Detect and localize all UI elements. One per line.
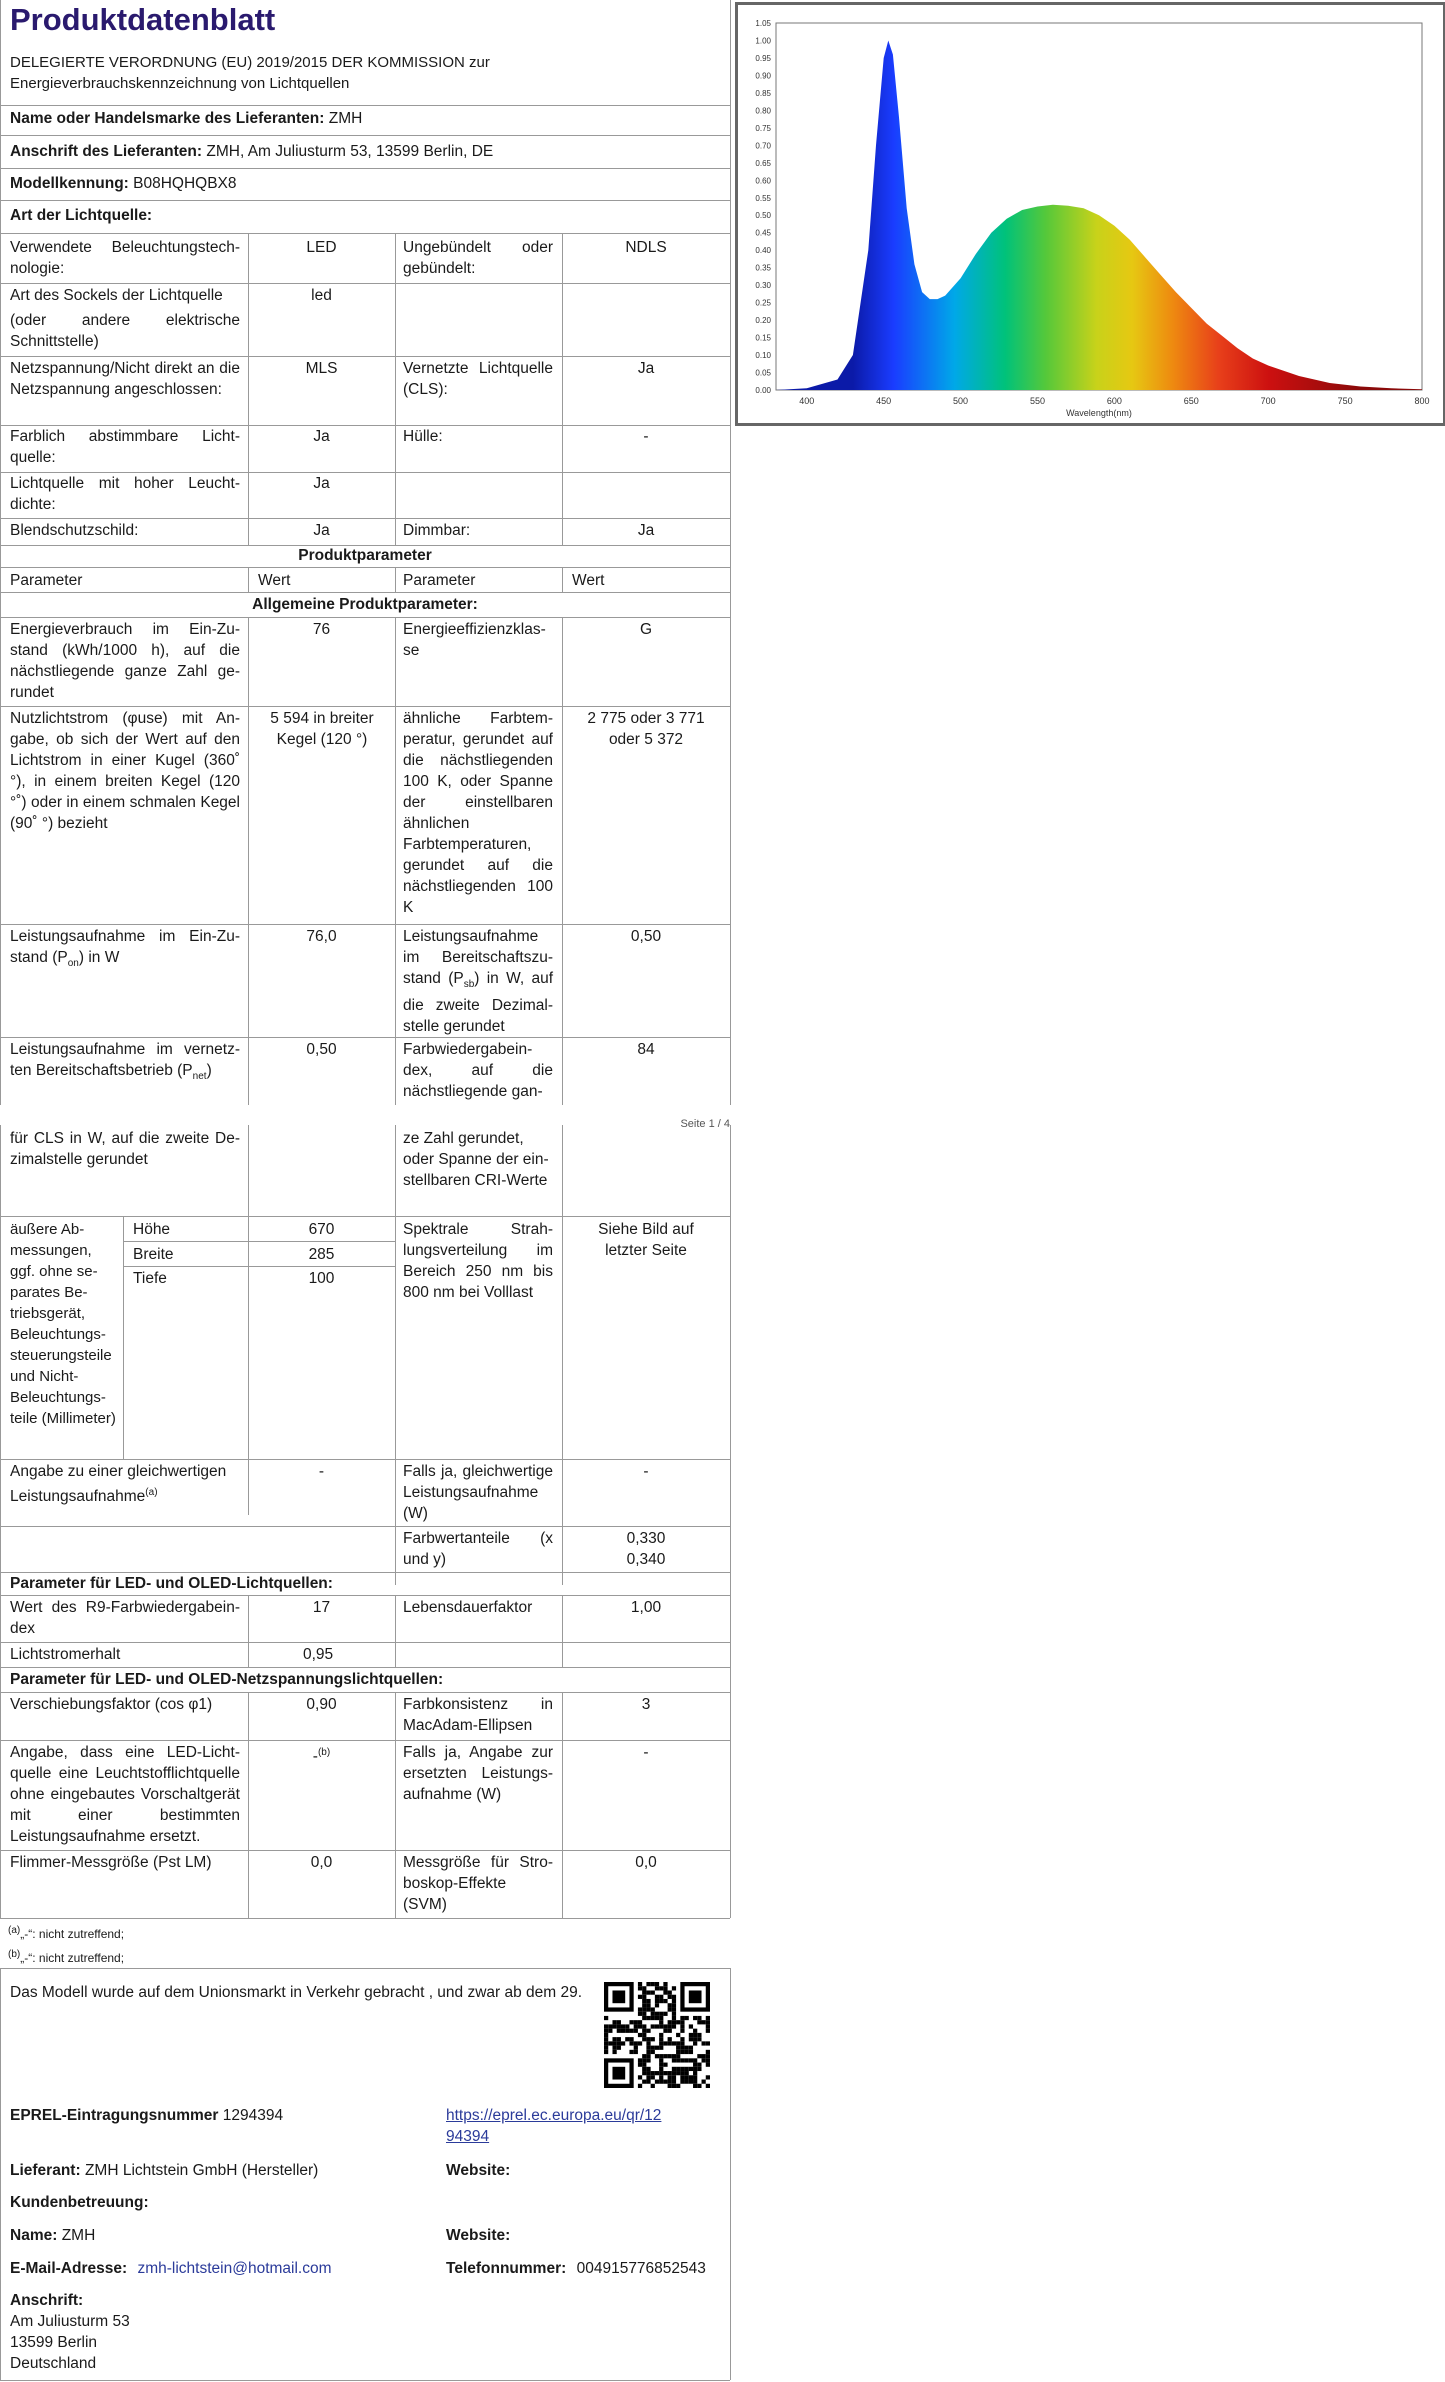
envelope-label: Hülle: — [403, 428, 443, 445]
y-tick-label: 0.40 — [755, 246, 771, 256]
replace2-value: - — [643, 1744, 649, 1761]
replace2-label: Falls ja, Angabe zur ersetzten Leistungsaufnahme (W) — [403, 1744, 553, 1803]
spd-value: Siehe Bild auf letzter Seite — [598, 1221, 694, 1259]
lieferant-value: ZMH Lichtstein GmbH (Hersteller) — [84, 2162, 319, 2179]
depth-value: 100 — [308, 1270, 335, 1287]
y-tick-label: 0.30 — [755, 281, 771, 291]
directional-label: Ungebündelt oder gebündelt: — [403, 239, 553, 277]
col-header-param-1: Parameter — [10, 572, 83, 589]
email-label: E-Mail-Adresse: — [10, 2260, 128, 2277]
flicker-label: Flimmer-Messgröße (Pst LM) — [10, 1854, 212, 1871]
phone-row — [446, 2258, 706, 2279]
pon-label: Leistungsaufnahme im Ein-Zustand $(P_{on})$ in W — [10, 928, 240, 970]
address-line-3: Deutschland — [10, 2355, 97, 2372]
y-tick-label: 0.05 — [755, 368, 771, 378]
eprel-number: 1294394 — [222, 2107, 284, 2124]
maint-label: Lichtstromerhalt — [10, 1646, 121, 1663]
psb-label: Leistungsaufnahme im Bereitschaftszustand $(P_{sb})$ in W, auf die zweite Dezimalstelle gerundet — [403, 928, 553, 1036]
supplier-name-label: Name oder Handelsmarke des Lieferanten: — [10, 110, 325, 127]
phone-value: 004915776852543 — [576, 2260, 706, 2277]
mains-label: Netzspannung/Nicht direkt an die Netzspannung angeschlossen: — [10, 360, 240, 398]
y-tick-label: 0.65 — [755, 158, 771, 168]
col-header-value-1: Wert — [258, 572, 291, 589]
website2-label: Website: — [446, 2227, 511, 2244]
glare-label: Blendschutzschild: — [10, 522, 139, 539]
supplier-name: ZMH — [328, 110, 363, 127]
x-tick-label: 550 — [1029, 396, 1045, 406]
r9-label: Wert des R9-Farbwiedergabeindex — [10, 1599, 240, 1637]
lieferant-row — [10, 2160, 318, 2181]
width-value: 285 — [308, 1246, 335, 1263]
replace-value: -$^{(b)}$ — [312, 1747, 331, 1766]
cls-value: Ja — [637, 360, 655, 377]
x-tick-label: 650 — [1183, 396, 1199, 406]
dimmable-label: Dimmbar: — [403, 522, 471, 539]
x-tick-label: 400 — [799, 396, 815, 406]
x-tick-label: 800 — [1414, 396, 1430, 406]
y-tick-label: 0.90 — [755, 71, 771, 81]
x-tick-label: 600 — [1106, 396, 1122, 406]
email-link[interactable]: zmh-lichtstein@hotmail.com — [137, 2260, 332, 2277]
spectrum-chart — [735, 2, 1445, 426]
height-label: Höhe — [133, 1221, 171, 1238]
y-tick-label: 1.00 — [755, 36, 771, 46]
y-tick-label: 0.35 — [755, 263, 771, 273]
cct-value: 2 775 oder 3 771 oder 5 372 — [587, 710, 705, 748]
eprel-link[interactable]: https://eprel.ec.europa.eu/qr/12 94394 — [446, 2107, 662, 2145]
efficiency-label: Energieeffizienzklasse — [403, 621, 546, 659]
eprel-label: EPREL-Eintragungsnummer — [10, 2107, 219, 2124]
macadam-label: Farbkonsistenz in MacAdam-Ellipsen — [403, 1696, 553, 1734]
cri-value: 84 — [637, 1041, 655, 1058]
envelope-value: - — [643, 428, 649, 445]
footnote-a: $^{(a)}$„-“: nicht zutreffend; — [8, 1925, 125, 1941]
supplier-address-label: Anschrift des Lieferanten: — [10, 143, 203, 160]
dimmable-value: Ja — [637, 522, 655, 539]
lieferant-label: Lieferant: — [10, 2162, 81, 2179]
maint-value: 0,95 — [303, 1646, 334, 1663]
directional-value: NDLS — [625, 239, 667, 256]
eprel-row — [10, 2105, 283, 2126]
cri-label: Farbwiedergabeindex, auf die nächstliegende gan- — [403, 1041, 553, 1100]
model-label: Modellkennung: — [10, 175, 129, 192]
pnet-label-cont: für CLS in W, auf die zweite Dezimalstelle gerundet — [10, 1130, 240, 1168]
y-tick-label: 1.05 — [755, 19, 771, 28]
supplier-address-row — [10, 141, 493, 162]
glare-value: Ja — [313, 522, 330, 539]
col-header-param-2: Parameter — [403, 572, 476, 589]
address-line-2: 13599 Berlin — [10, 2334, 98, 2351]
flux-label: Nutzlichtstrom (φuse) mit Angabe, ob sich der Wert auf den Lichtstrom in einer Kugel (360˚ °), in einem breiten Kegel (120 °˚) oder in einem schmalen Kegel (90˚ °) bezieht — [10, 710, 240, 832]
qr-code — [604, 1982, 710, 2088]
supplier-name-row — [10, 108, 362, 129]
model-row — [10, 173, 237, 194]
depth-label: Tiefe — [133, 1270, 167, 1287]
led-heading: Parameter für LED- und OLED-Lichtquellen: — [10, 1575, 333, 1592]
socket-label: Art des Sockels der Lichtquelle — [10, 287, 223, 304]
name-value: ZMH — [61, 2227, 96, 2244]
cct-label: ähnliche Farbtemperatur, gerundet auf die nächstliegenden 100 K, oder Spanne der einstellbaren ähnlichen Farbtemperaturen, gerundet auf die nächstliegenden 100 K — [403, 710, 553, 916]
col-header-value-2: Wert — [572, 572, 605, 589]
y-tick-label: 0.25 — [755, 298, 771, 308]
width-label: Breite — [133, 1246, 174, 1263]
website-label: Website: — [446, 2162, 511, 2179]
socket-value: led — [311, 287, 332, 304]
email-row — [10, 2258, 332, 2279]
y-tick-label: 0.75 — [755, 123, 771, 133]
equiv2-value: - — [643, 1463, 649, 1480]
y-tick-label: 0.10 — [755, 351, 771, 361]
page-number: Seite 1 / 4 — [680, 1118, 730, 1130]
supplier-address: ZMH, Am Juliusturm 53, 13599 Berlin, DE — [206, 143, 494, 160]
x-tick-label: 450 — [876, 396, 892, 406]
equiv2-label: Falls ja, gleichwertige Leistungsaufnahme (W) — [403, 1463, 553, 1522]
x-tick-label: 700 — [1260, 396, 1276, 406]
efficiency-value: G — [639, 621, 653, 638]
high-luminance-value: Ja — [313, 475, 330, 492]
pnet-value: 0,50 — [306, 1041, 337, 1058]
support-label: Kundenbetreuung: — [10, 2194, 149, 2211]
pon-value: 76,0 — [306, 928, 337, 945]
mains-heading: Parameter für LED- und OLED-Netzspannungslichtquellen: — [10, 1671, 444, 1688]
height-value: 670 — [308, 1221, 335, 1238]
phone-label: Telefonnummer: — [446, 2260, 567, 2277]
energy-label: Energieverbrauch im Ein-Zustand (kWh/1000 h), auf die nächstliegende ganze Zahl gerundet — [10, 621, 240, 701]
tunable-value: Ja — [313, 428, 330, 445]
light-type-heading: Art der Lichtquelle: — [10, 207, 153, 224]
product-params-heading: Produktparameter — [298, 547, 432, 564]
svm-label: Messgröße für Stroboskop-Effekte (SVM) — [403, 1854, 553, 1913]
dims-label: äußere Abmessungen, ggf. ohne separates Betriebsgerät, Beleuchtungssteuerungsteile und Nicht-Beleuchtungsteile (Millimeter) — [10, 1221, 116, 1427]
high-luminance-label: Lichtquelle mit hoher Leuchtdichte: — [10, 475, 240, 513]
y-tick-label: 0.70 — [755, 141, 771, 151]
tunable-label: Farblich abstimmbare Lichtquelle: — [10, 428, 240, 466]
spectrum-svg — [738, 5, 1443, 423]
tech-value: LED — [306, 239, 337, 256]
name-label: Name: — [10, 2227, 58, 2244]
y-tick-label: 0.85 — [755, 88, 771, 98]
dpf-label: Verschiebungsfaktor (cos φ1) — [10, 1696, 213, 1713]
regulation-text: DELEGIERTE VERORDNUNG (EU) 2019/2015 DER KOMMISSION zur Energieverbrauchskennzeichnung von Lichtquellen — [10, 54, 490, 92]
name-row — [10, 2225, 95, 2246]
x-tick-label: 750 — [1337, 396, 1353, 406]
equiv-value: - — [318, 1463, 325, 1480]
y-tick-label: 0.20 — [755, 316, 771, 326]
life-label: Lebensdauerfaktor — [403, 1599, 533, 1616]
y-tick-label: 0.95 — [755, 53, 771, 63]
chroma-label: Farbwertanteile (x und y) — [403, 1530, 553, 1568]
model-id: B08HQHQBX8 — [133, 175, 237, 192]
address-label: Anschrift: — [10, 2292, 84, 2309]
cri-label-cont: ze Zahl gerundet, oder Spanne der einstellbaren CRI-Werte — [403, 1130, 549, 1189]
chroma-x: 0,330 — [626, 1530, 666, 1547]
life-value: 1,00 — [630, 1599, 662, 1616]
address-line-1: Am Juliusturm 53 — [10, 2313, 130, 2330]
pnet-label: Leistungsaufnahme im vernetzten Bereitschaftsbetrieb $(P_{net})$ — [10, 1041, 240, 1083]
cls-label: Vernetzte Lichtquelle (CLS): — [403, 360, 553, 398]
y-tick-label: 0.15 — [755, 333, 771, 343]
mains-value: MLS — [305, 360, 338, 377]
x-tick-label: 500 — [953, 396, 969, 406]
y-tick-label: 0.50 — [755, 211, 771, 221]
psb-value: 0,50 — [630, 928, 662, 945]
socket-label-2: (oder andere elektrische Schnittstelle) — [10, 312, 240, 350]
y-tick-label: 0.45 — [755, 228, 771, 238]
y-tick-label: 0.00 — [755, 386, 771, 395]
page-title: Produktdatenblatt — [10, 2, 276, 37]
y-tick-label: 0.55 — [755, 193, 771, 203]
footnote-b: $^{(b)}$„-“: nicht zutreffend; — [8, 1949, 125, 1965]
svm-value: 0,0 — [635, 1854, 657, 1871]
spectrum-area — [776, 41, 1422, 391]
dpf-value: 0,90 — [306, 1696, 337, 1713]
flicker-value: 0,0 — [310, 1854, 333, 1871]
tech-label: Verwendete Beleuchtungstechnologie: — [10, 239, 240, 277]
chroma-y: 0,340 — [626, 1551, 666, 1568]
r9-value: 17 — [312, 1599, 331, 1616]
spd-label: Spektrale Strahlungsverteilung im Bereich 250 nm bis 800 nm bei Volllast — [403, 1221, 553, 1301]
y-tick-label: 0.80 — [755, 106, 771, 116]
flux-value: 5 594 in breiter Kegel (120 °) — [270, 710, 374, 748]
x-axis-label: Wavelength(nm) — [1066, 408, 1132, 418]
equiv-label: Angabe zu einer gleichwertigen Leistungsaufnahme$^{(a)}$ — [10, 1463, 227, 1506]
market-text: Das Modell wurde auf dem Unionsmarkt in Verkehr gebracht , und zwar ab dem 29. — [10, 1984, 583, 2001]
y-tick-label: 0.60 — [755, 176, 771, 186]
macadam-value: 3 — [641, 1696, 651, 1713]
general-params-heading: Allgemeine Produktparameter: — [252, 596, 478, 613]
replace-label: Angabe, dass eine LED-Lichtquelle eine Leuchtstofflichtquelle ohne eingebautes Vorschaltgerät mit einer bestimmten Leistungsaufnahme ersetzt. — [10, 1744, 240, 1845]
energy-value: 76 — [312, 621, 331, 638]
